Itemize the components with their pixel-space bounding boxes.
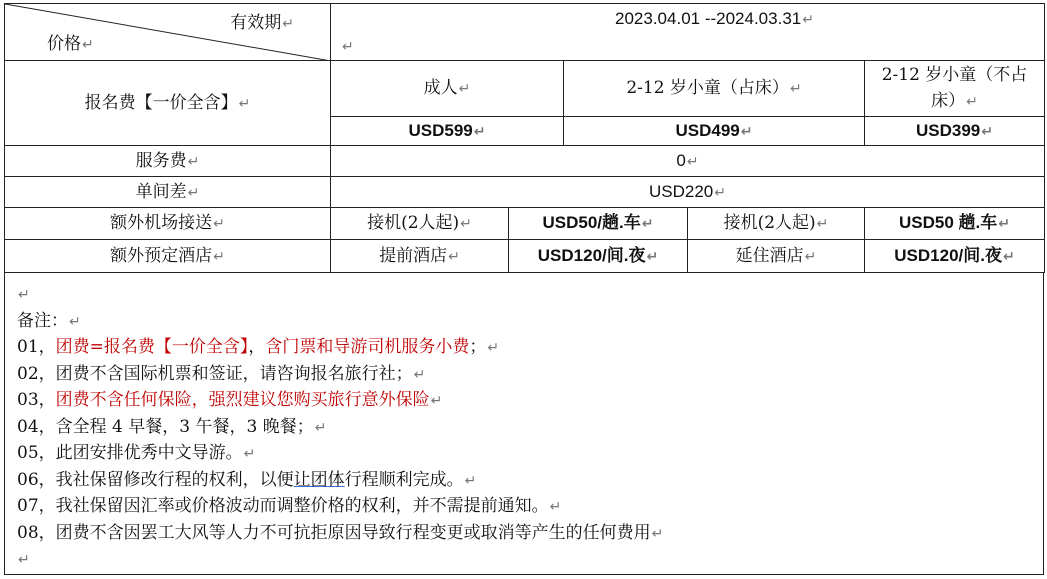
validity-period: 2023.04.01 --2024.03.31↵ (615, 9, 814, 28)
empty-paragraph-mark: ↵ (342, 39, 354, 55)
pre-hotel-price: USD120/间.夜↵ (509, 240, 688, 273)
post-hotel-label: 延住酒店↵ (688, 240, 865, 273)
child-nobed-label: 2-12 岁小童（不占床）↵ (865, 61, 1045, 117)
service-fee-label: 服务费↵ (5, 146, 331, 177)
single-supplement-label: 单间差↵ (5, 177, 331, 208)
pre-hotel-label: 提前酒店↵ (331, 240, 509, 273)
price-label: 价格↵ (47, 34, 94, 54)
note-item: 04，含全程 4 早餐，3 午餐，3 晚餐；↵ (17, 416, 327, 437)
note-item: 05，此团安排优秀中文导游。↵ (17, 443, 256, 463)
dropoff-label: 接机(2人起)↵ (688, 208, 865, 240)
header-diagonal-cell (5, 4, 331, 61)
child-nobed-price: USD399↵ (865, 117, 1045, 146)
child-bed-label: 2-12 岁小童（占床）↵ (564, 61, 865, 117)
dropoff-price: USD50 趟.车↵ (865, 208, 1045, 240)
signup-fee-label: 报名费【一价全含】↵ (5, 61, 331, 146)
airport-transfer-label: 额外机场接送↵ (5, 208, 331, 240)
price-table (4, 3, 1045, 273)
post-hotel-price: USD120/间.夜↵ (865, 240, 1045, 273)
extra-hotel-label: 额外预定酒店↵ (5, 240, 331, 273)
validity-label: 有效期↵ (230, 13, 294, 33)
note-item: 02，团费不含国际机票和签证，请咨询报名旅行社；↵ (17, 363, 426, 384)
pickup-price: USD50/趟.车↵ (509, 208, 688, 240)
service-fee-value: 0↵ (331, 146, 1045, 177)
pickup-label: 接机(2人起)↵ (331, 208, 509, 240)
validity-period-cell (331, 4, 1045, 61)
empty-paragraph-mark: ↵ (18, 552, 30, 568)
adult-price: USD599↵ (331, 117, 564, 146)
empty-paragraph-mark: ↵ (18, 287, 30, 303)
single-supplement-value: USD220↵ (331, 177, 1045, 208)
notes-title: 备注：↵ (17, 310, 81, 331)
child-bed-price: USD499↵ (564, 117, 865, 146)
note-item: 08，团费不含因罢工大风等人力不可抗拒原因导致行程变更或取消等产生的任何费用↵ (17, 522, 664, 543)
note-item: 07，我社保留因汇率或价格波动而调整价格的权利，并不需提前通知。↵ (17, 496, 562, 516)
notes-section (4, 273, 1044, 575)
note-item: 03，团费不含任何保险，强烈建议您购买旅行意外保险↵ (17, 390, 443, 410)
note-item: 06，我社保留修改行程的权利，以便让团体行程顺利完成。↵ (17, 469, 477, 490)
note-item: 01，团费=报名费【一价全含】，含门票和导游司机服务小费；↵ (17, 337, 500, 357)
adult-label: 成人↵ (331, 61, 564, 117)
